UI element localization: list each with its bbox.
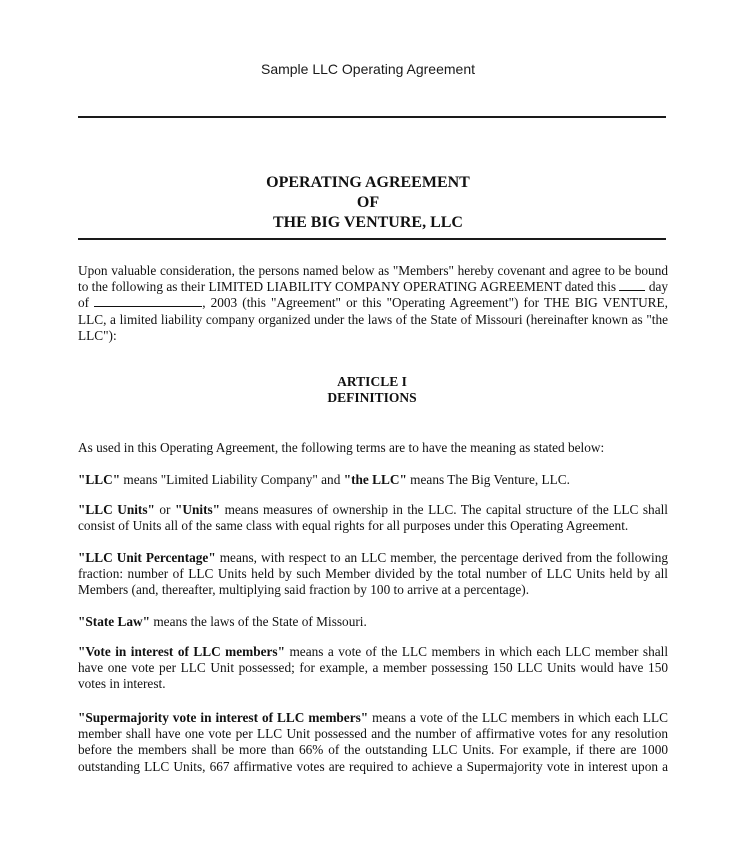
intro-line-2-day: day <box>648 279 669 295</box>
definition-percentage <box>78 550 668 599</box>
definition-vote-line-1 <box>78 644 668 660</box>
definition-percentage-line-3: Members (and, thereafter, multiplying said fraction by 100 to arrive at a percentage). <box>78 582 530 598</box>
intro-line-3 <box>78 295 668 311</box>
definition-supermajority-line-3: before the members shall be more than 66% of the outstanding LLC Units. For example, if there are 1000 <box>78 742 668 758</box>
definition-supermajority-line-1 <box>78 710 668 726</box>
definition-units-line-1 <box>78 502 668 518</box>
definition-units-mid: or <box>154 502 175 517</box>
document-title <box>0 173 736 233</box>
article-heading <box>0 374 736 406</box>
intro-line-3-text: , 2003 (this "Agreement" or this "Operating Agreement") for THE BIG VENTURE, <box>202 295 669 311</box>
intro-paragraph <box>78 263 668 344</box>
term-llc: "LLC" <box>78 472 121 487</box>
title-line-2: OF <box>356 194 380 211</box>
intro-line-5: LLC"): <box>78 327 117 343</box>
definition-supermajority-line-2: member shall have one vote per LLC Unit possessed and the number of affirmative votes for any resolution <box>78 726 668 742</box>
definition-vote-line-2: have one vote per LLC Unit possessed; for example, a member possessing 150 LLC Units would have 150 <box>78 660 668 676</box>
definition-llc <box>78 472 668 488</box>
definition-supermajority-rest: means a vote of the LLC members in which each LLC <box>368 710 668 725</box>
definition-state-law-line <box>78 614 668 630</box>
definition-vote <box>78 644 668 693</box>
intro-line-1: Upon valuable consideration, the persons named below as "Members" hereby covenant and agree to be bound <box>78 263 668 278</box>
definition-vote-line-3: votes in interest. <box>78 676 166 692</box>
definition-llc-line <box>78 472 668 488</box>
definition-llc-rest: means The Big Venture, LLC. <box>406 472 570 487</box>
article-number: ARTICLE I <box>337 374 407 389</box>
definition-units <box>78 502 668 534</box>
term-units: "Units" <box>175 502 221 517</box>
definition-supermajority-line-4: outstanding LLC Units, 667 affirmative votes are required to achieve a Supermajority vote in interest upon a <box>78 758 668 774</box>
title-line-1: OPERATING AGREEMENT <box>266 174 470 191</box>
intro-line-2-text: to the following as their LIMITED LIABILITY COMPANY OPERATING AGREEMENT dated this <box>78 279 617 295</box>
definition-state-law-rest: means the laws of the State of Missouri. <box>150 614 367 629</box>
definition-supermajority <box>78 710 668 775</box>
term-state-law: "State Law" <box>78 614 151 629</box>
definition-percentage-line-2: fraction: number of LLC Units held by such Member divided by the total number of LLC Units held by all <box>78 566 668 582</box>
month-blank <box>94 306 202 307</box>
definition-state-law <box>78 614 668 630</box>
day-blank <box>619 290 645 291</box>
term-vote-in-interest: "Vote in interest of LLC members" <box>78 644 285 659</box>
title-rule <box>78 238 666 240</box>
page-header: Sample LLC Operating Agreement <box>260 61 475 77</box>
title-line-3: THE BIG VENTURE, LLC <box>273 214 463 231</box>
term-llc-unit-percentage: "LLC Unit Percentage" <box>78 550 216 565</box>
header-rule <box>78 116 666 118</box>
term-the-llc: "the LLC" <box>343 472 407 487</box>
definitions-intro-text: As used in this Operating Agreement, the following terms are to have the meaning as stated below: <box>78 440 605 455</box>
intro-line-4: LLC, a limited liability company organized under the laws of the State of Missouri (hereinafter known as "the <box>78 311 668 327</box>
article-title: DEFINITIONS <box>327 390 417 405</box>
definition-units-line-2: consist of Units all of the same class with equal rights for all purposes under this Operating Agreement. <box>78 518 629 534</box>
intro-line-3-of: of <box>78 295 90 311</box>
term-supermajority: "Supermajority vote in interest of LLC members" <box>78 710 369 725</box>
definition-percentage-rest: means, with respect to an LLC member, the percentage derived from the following <box>215 550 668 565</box>
term-llc-units: "LLC Units" <box>78 502 155 517</box>
intro-line-2 <box>78 279 668 295</box>
definitions-intro <box>78 440 668 456</box>
definition-percentage-line-1 <box>78 550 668 566</box>
definition-llc-mid: means "Limited Liability Company" and <box>120 472 344 487</box>
definition-vote-rest: means a vote of the LLC members in which each LLC member shall <box>285 644 669 659</box>
definition-units-rest: means measures of ownership in the LLC. The capital structure of the LLC shall <box>220 502 668 517</box>
